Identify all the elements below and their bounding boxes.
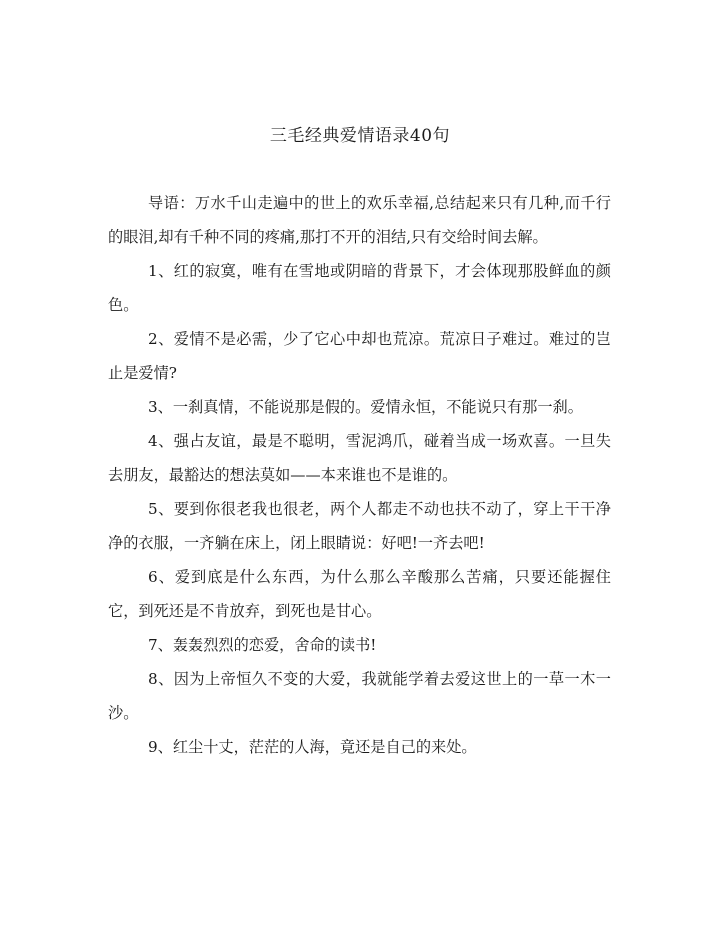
quote-4: 4、强占友谊，最是不聪明，雪泥鸿爪，碰着当成一场欢喜。一旦失去朋友，最豁达的想法莫如——本来谁也不是谁的。	[108, 432, 611, 484]
quote-8: 8、因为上帝恒久不变的大爱，我就能学着去爱这世上的一草一木一沙。	[108, 670, 611, 722]
page-title: 三毛经典爱情语录40句	[269, 126, 451, 146]
document-body	[108, 186, 611, 764]
quote-9: 9、红尘十丈，茫茫的人海，竟还是自己的来处。	[148, 738, 477, 756]
quote-3: 3、一刹真情，不能说那是假的。爱情永恒，不能说只有那一刹。	[148, 398, 583, 416]
intro-paragraph: 导语：万水千山走遍中的世上的欢乐幸福,总结起来只有几种,而千行的眼泪,却有千种不同的疼痛,那打不开的泪结,只有交给时间去解。	[108, 194, 611, 246]
quote-1: 1、红的寂寞，唯有在雪地或阴暗的背景下，才会体现那股鲜血的颜色。	[108, 262, 611, 314]
quote-5: 5、要到你很老我也很老，两个人都走不动也扶不动了，穿上干干净净的衣服，一齐躺在床上，闭上眼睛说：好吧!一齐去吧!	[108, 500, 611, 552]
quote-7: 7、轰轰烈烈的恋爱，舍命的读书!	[148, 636, 377, 654]
quote-6: 6、爱到底是什么东西，为什么那么辛酸那么苦痛，只要还能握住它，到死还是不肯放弃，到死也是甘心。	[108, 568, 611, 620]
quote-2: 2、爱情不是必需，少了它心中却也荒凉。荒凉日子难过。难过的岂止是爱情?	[108, 330, 611, 382]
